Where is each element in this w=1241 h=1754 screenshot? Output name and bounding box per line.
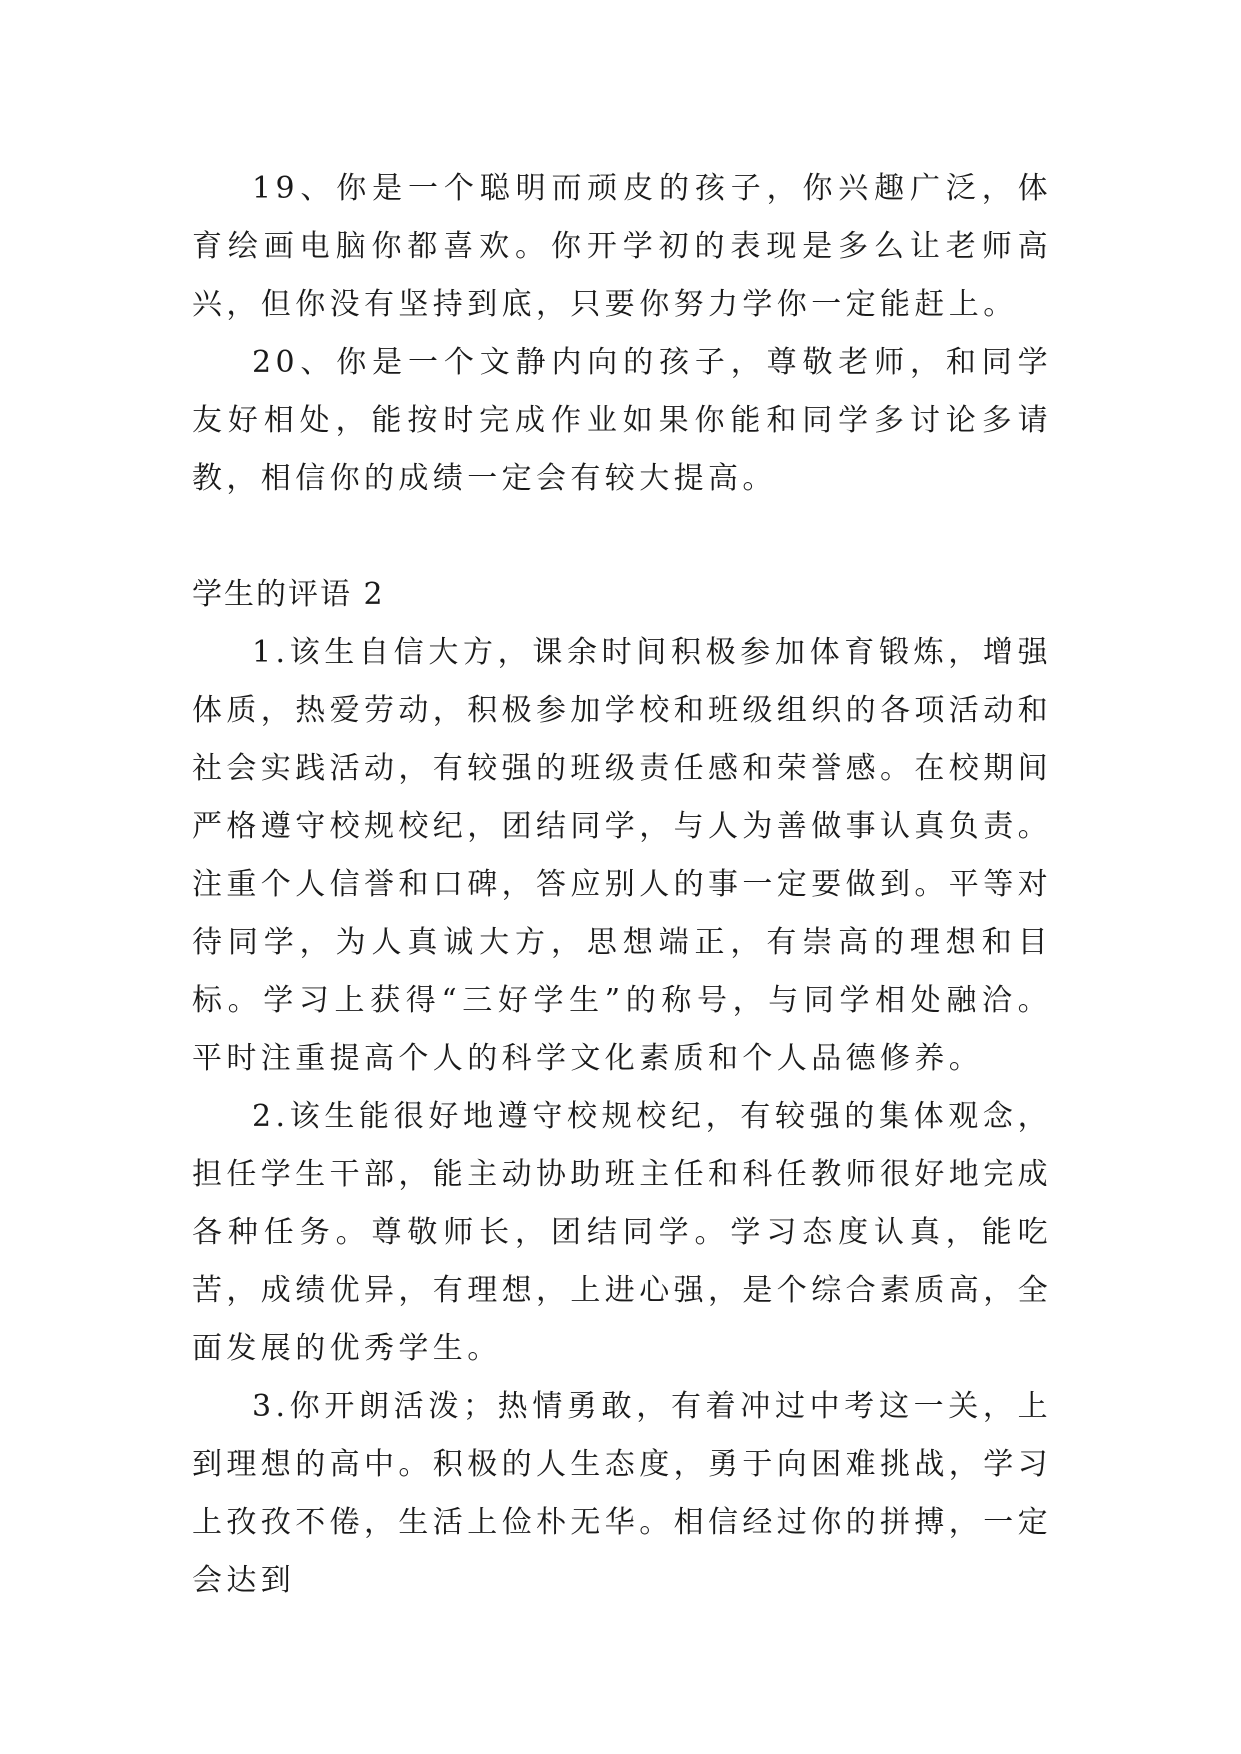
document-body <box>192 160 1052 1610</box>
section-heading: 学生的评语 2 <box>192 577 385 612</box>
comment-paragraph-2: 2.该生能很好地遵守校规校纪，有较强的集体观念，担任学生干部，能主动协助班主任和科任教师很好地完成各种任务。尊敬师长，团结同学。学习态度认真，能吃苦，成绩优异，有理想，上进心强，是个综合素质高，全面发展的优秀学生。 <box>192 1099 1052 1366</box>
comment-paragraph-19: 19、你是一个聪明而顽皮的孩子，你兴趣广泛，体育绘画电脑你都喜欢。你开学初的表现是多么让老师高兴，但你没有坚持到底，只要你努力学你一定能赶上。 <box>192 171 1052 322</box>
comment-paragraph-3: 3.你开朗活泼；热情勇敢，有着冲过中考这一关，上到理想的高中。积极的人生态度，勇于向困难挑战，学习上孜孜不倦，生活上俭朴无华。相信经过你的拼搏，一定会达到 <box>192 1389 1052 1598</box>
section-spacer <box>192 508 1052 566</box>
comment-paragraph-20: 20、你是一个文静内向的孩子，尊敬老师，和同学友好相处，能按时完成作业如果你能和同学多讨论多请教，相信你的成绩一定会有较大提高。 <box>192 345 1052 496</box>
comment-paragraph-1: 1.该生自信大方，课余时间积极参加体育锻炼，增强体质，热爱劳动，积极参加学校和班级组织的各项活动和社会实践活动，有较强的班级责任感和荣誉感。在校期间严格遵守校规校纪，团结同学，与人为善做事认真负责。注重个人信誉和口碑，答应别人的事一定要做到。平等对待同学，为人真诚大方，思想端正，有崇高的理想和目标。学习上获得“三好学生”的称号，与同学相处融洽。平时注重提高个人的科学文化素质和个人品德修养。 <box>192 635 1052 1076</box>
